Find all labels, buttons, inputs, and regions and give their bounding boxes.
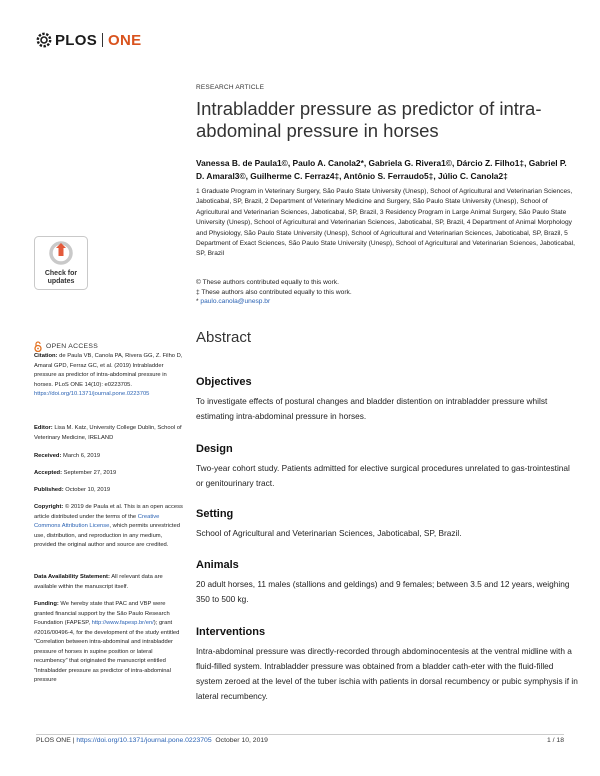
funding-text-1: We hereby state that PAC and VBP were granted financial support by the São Paulo Research Foundation (FAPESP, — [34, 601, 170, 626]
data-availability-text: All relevant data are available within the manuscript itself. — [34, 574, 163, 590]
article-type-label: RESEARCH ARTICLE — [196, 84, 265, 91]
citation-link[interactable]: https://doi.org/10.1371/journal.pone.0223705 — [34, 391, 150, 397]
copyright-block — [34, 503, 184, 551]
footer-page-number: 1 / 18 — [546, 737, 564, 744]
section-heading-animals: Animals — [196, 559, 239, 571]
open-access-badge — [34, 341, 98, 352]
open-access-lock-icon — [34, 341, 42, 352]
affiliations: 1 Graduate Program in Veterinary Surgery, São Paulo State University (Unesp), School of Agricultural and Veterinarian Sciences, Jaboticabal, SP, Brazil, 2 Department of Veterinary Medicine and Surgery, São Paulo State University (Unesp), School of Agricultural and Veterinarian Sciences, Jaboticabal, SP, Brazil, 3 Residency Program in Large Animal Surgery, São Paulo State University (Unesp), School of Agricultural and Veterinarian Sciences, Jaboticabal, SP, Brazil, 4 Department of Animal Morphology and Physiology, São Paulo State University (Unesp), School of Agricultural and Veterinarian Sciences, Jaboticabal, SP, Brazil, 5 Department of Exact Sciences, São Paulo State University (Unesp), School of Agricultural and Veterinarian Sciences, Jaboticabal, SP, Brazil — [196, 188, 575, 258]
logo-one-text: ONE — [108, 31, 142, 49]
section-heading-setting: Setting — [196, 508, 234, 520]
section-text-objectives: To investigate effects of postural changes and bladder distention on intrabladder pressure whilst estimating intra-abdominal pressure in horses. — [196, 396, 548, 421]
check-updates-line-1: Check for — [44, 270, 78, 277]
email-marker: * — [196, 298, 201, 306]
received-block — [34, 452, 184, 462]
accepted-block — [34, 469, 184, 479]
editor-text: Lisa M. Katz, University College Dublin, School of Veterinary Medicine, IRELAND — [34, 425, 182, 441]
logo-plos-text: PLOS — [55, 31, 98, 49]
citation-text: de Paula VB, Canola PA, Rivera GG, Z. Filho D, Amaral GPD, Ferraz GC, et al. (2019) Intrabladder pressure as predictor of intra-abdominal pressure in horses. PLoS ONE 14(10): e0223705. — [34, 353, 183, 388]
citation-label: Citation: — [34, 353, 58, 359]
check-updates-line-2: updates — [47, 278, 75, 285]
received-label: Received: — [34, 453, 62, 459]
published-label: Published: — [34, 487, 64, 493]
logo-divider — [102, 33, 103, 47]
footer-separator: | — [72, 737, 75, 744]
abstract-heading: Abstract — [196, 329, 252, 346]
accepted-label: Accepted: — [34, 470, 63, 476]
published-block — [34, 486, 184, 496]
article-title: Intrabladder pressure as predictor of intra-abdominal pressure in horses — [196, 98, 542, 141]
section-heading-design: Design — [196, 443, 233, 455]
funding-label: Funding: — [34, 601, 59, 607]
funding-link[interactable]: http://www.fapesp.br/en/ — [91, 620, 154, 626]
section-text-setting: School of Agricultural and Veterinarian Sciences, Jaboticabal, SP, Brazil. — [196, 528, 462, 538]
plos-one-logo — [36, 30, 141, 50]
note-equal-contribution: © These authors contributed equally to this work. — [196, 279, 339, 286]
footer-journal: PLOS ONE — [36, 737, 71, 744]
footer-doi-link[interactable]: https://doi.org/10.1371/journal.pone.0223705 — [76, 737, 212, 744]
copyright-label: Copyright: — [34, 504, 64, 510]
editor-label: Editor: — [34, 425, 53, 431]
footer-divider — [36, 734, 564, 735]
author-notes — [196, 278, 576, 307]
data-availability-label: Data Availability Statement: — [34, 574, 110, 580]
accepted-date: September 27, 2019 — [63, 470, 117, 476]
open-access-label: OPEN ACCESS — [46, 343, 99, 350]
author-list: Vanessa B. de Paula1©, Paulo A. Canola2*, Gabriela G. Rivera1©, Dárcio Z. Filho1‡, Gabriel P. D. Amaral3©, Guilherme C. Ferraz4‡, Antônio S. Ferraudo5‡, Júlio C. Canola2‡ — [196, 158, 567, 181]
citation-block — [34, 352, 184, 400]
funding-block — [34, 600, 184, 686]
corresponding-email — [196, 297, 576, 307]
published-date: October 10, 2019 — [65, 487, 111, 493]
footer-date: October 10, 2019 — [215, 737, 268, 744]
copyright-text-2: , which permits unrestricted use, distribution, and reproduction in any medium, provided the original author and source are credited. — [34, 523, 180, 548]
note-also-contributed: ‡ These authors also contributed equally to this work. — [196, 288, 352, 296]
data-availability-block — [34, 573, 184, 592]
received-date: March 6, 2019 — [63, 453, 101, 459]
plos-gear-icon — [36, 32, 52, 48]
editor-block — [34, 424, 184, 443]
section-text-design: Two-year cohort study. Patients admitted for elective surgical procedures unrelated to gas-trointestinal or genitourinary tract. — [196, 463, 570, 488]
copyright-text-1: © 2019 de Paula et al. This is an open access article distributed under the terms of the — [34, 504, 183, 520]
section-heading-interventions: Interventions — [196, 626, 266, 638]
funding-text-2: ); grant #2016/00496-4, for the development of the study entitled “Correlation between intra-abdominal and intrabladder pressure of horses in supine position or lateral recumbency” that originated the manuscript entitled “Intrabladder pressure as predictor of intra-abdominal pressure — [34, 620, 180, 683]
section-text-interventions: Intra-abdominal pressure was directly-recorded through abdominocentesis at the ventral midline with a fluid-filled system. Intrabladder pressure was obtained from a bladder cath-eter with the fluid-filled system zeroed at the level of the tuber ischia with patients in dorsal recumbency or pubic symphysis if in lateral recumbency. — [196, 646, 578, 701]
section-heading-objectives: Objectives — [196, 376, 252, 388]
footer-citation — [36, 737, 268, 744]
license-link[interactable]: Creative Commons Attribution License — [34, 513, 160, 529]
email-link[interactable]: paulo.canola@unesp.br — [200, 298, 271, 306]
check-for-updates-icon[interactable] — [34, 236, 88, 290]
section-text-animals: 20 adult horses, 11 males (stallions and geldings) and 9 females; between 3.5 and 12 years, weighing 350 to 500 kg. — [196, 579, 570, 604]
